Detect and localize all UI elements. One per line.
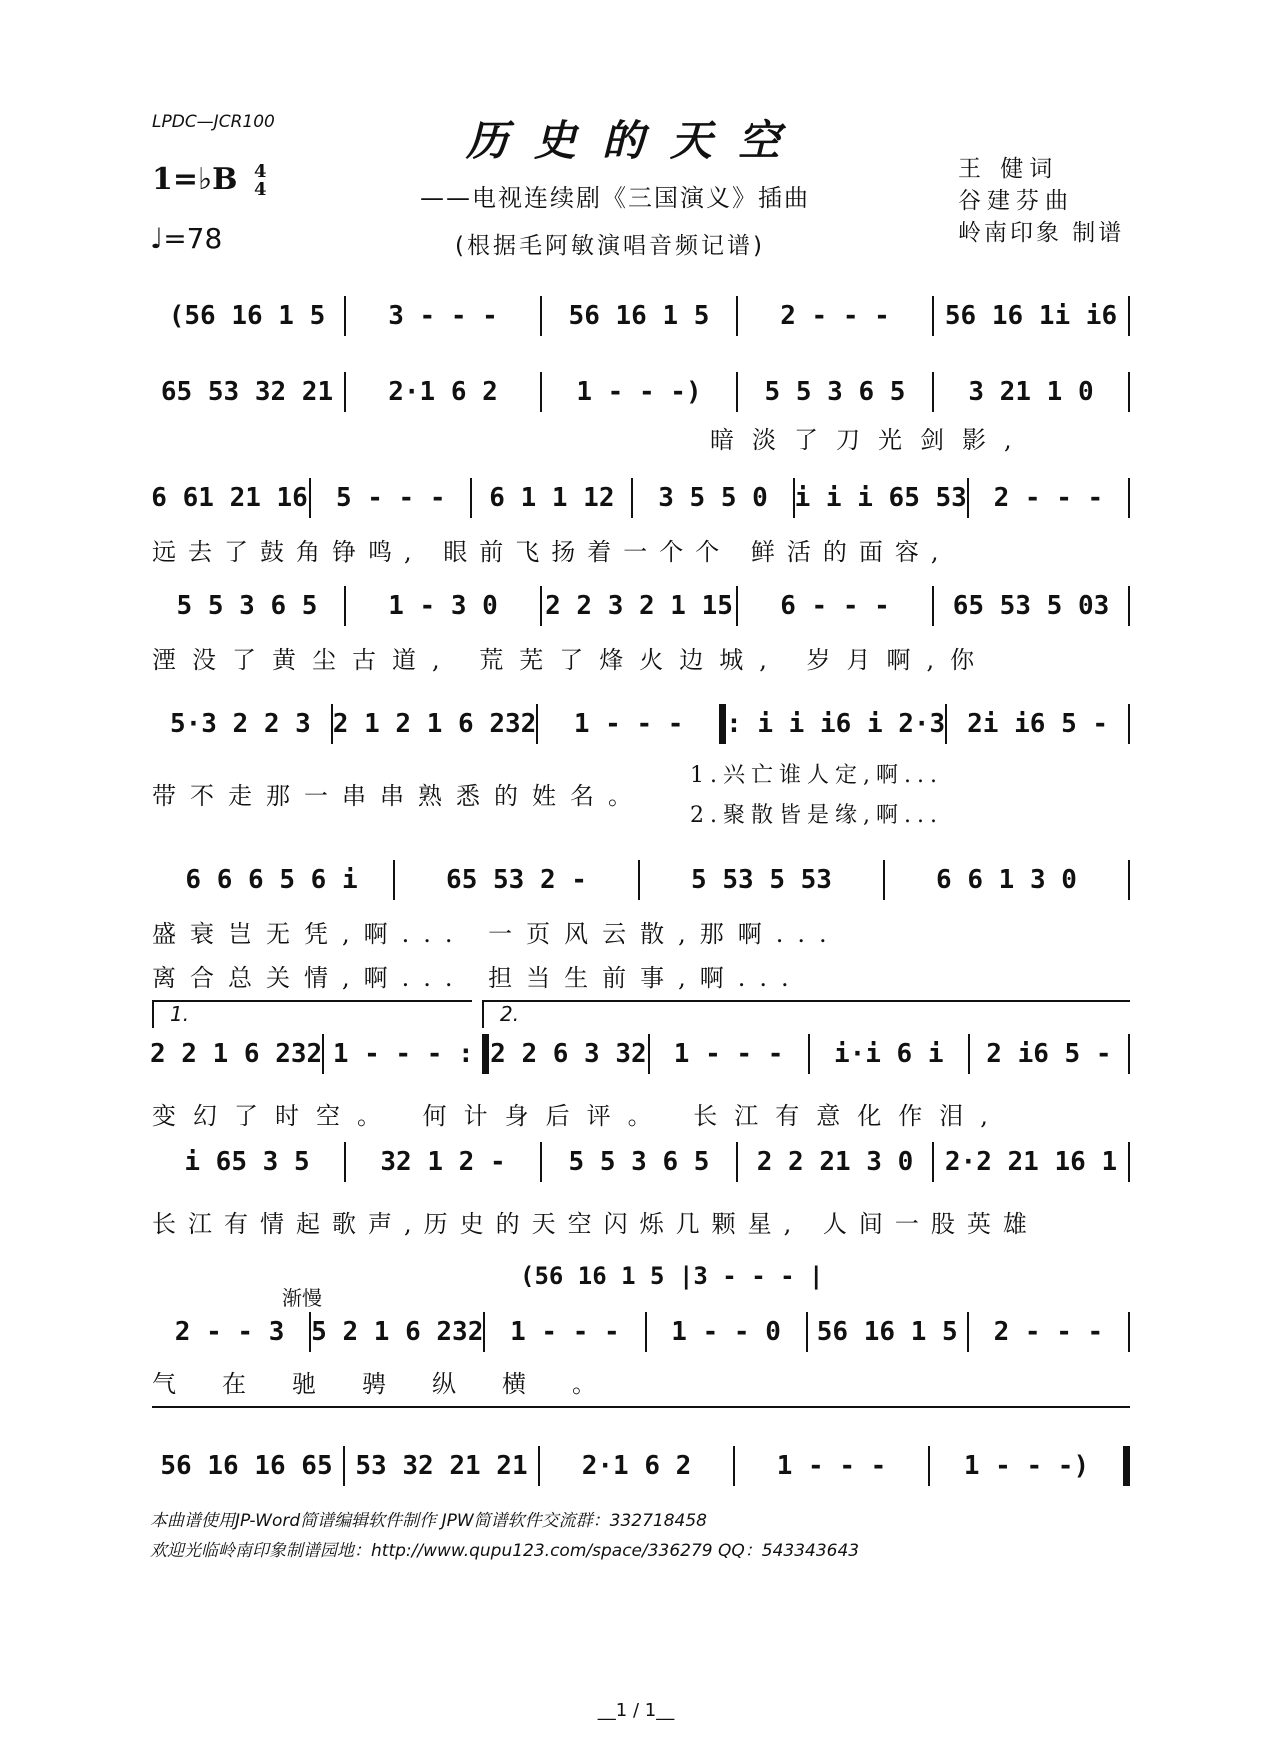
measure: 65 53 32 21	[160, 377, 334, 407]
measure: i·i 6 i	[833, 1039, 944, 1069]
measure: 5 5 3 6 5	[568, 1147, 710, 1177]
measure: i 65 3 5	[184, 1147, 310, 1177]
measure: : i i i6 i 2·3	[726, 709, 946, 739]
barline	[1128, 1034, 1130, 1074]
measure: 2·1 6 2	[388, 377, 498, 407]
measure: 2i i6 5 -	[967, 709, 1109, 739]
measure: 56 16 1i i6	[944, 301, 1118, 331]
score-line-5	[150, 704, 1130, 744]
barline	[1128, 372, 1130, 412]
measure: (56 16 1 5	[168, 301, 326, 331]
score-line-6	[150, 860, 1130, 900]
measure: 3 5 5 0	[658, 483, 768, 513]
lyrics-line-7: 变幻了时空。 何计身后评。 长江有意化作泪,	[152, 1102, 1005, 1130]
lyrics-line-5: 带不走那一串串熟悉的姓名。	[152, 782, 646, 810]
rit-mark: 渐慢	[282, 1286, 322, 1310]
measure: 2 - - -	[780, 301, 890, 331]
measure: i i i 65 53	[794, 483, 967, 513]
score-line-1	[150, 296, 1130, 336]
measure: 2 - - 3	[174, 1317, 285, 1347]
time-signature	[254, 163, 267, 199]
lyrics-line-8: 长江有情起歌声,历史的天空闪烁几颗星, 人间一股英雄	[152, 1210, 1039, 1238]
subtitle: ——电视连续剧《三国演义》插曲	[420, 184, 810, 212]
footer-line-1: 本曲谱使用JP-Word简谱编辑软件制作 JPW简谱软件交流群：332718458	[150, 1511, 707, 1531]
key-label: 1=♭B	[152, 162, 238, 197]
measure: 32 1 2 -	[380, 1147, 506, 1177]
measure: 6 6 1 3 0	[936, 865, 1077, 895]
score-line-7	[150, 1034, 1130, 1074]
repeat-barline	[482, 1034, 489, 1074]
lyrics-verse-2: 2.聚散皆是缘,啊...	[690, 803, 943, 828]
upper-staff: (56 16 1 5 |3 - - - |	[520, 1262, 824, 1290]
measure: 1 - - -	[510, 1317, 620, 1347]
measure: 5·3 2 2 3	[169, 709, 311, 739]
lyrics-line-2: 暗淡了刀光剑影,	[710, 426, 1030, 454]
lyrics-line-9: 气在驰骋纵横。	[152, 1370, 642, 1398]
divider	[152, 1406, 1130, 1408]
measure: 1 - - 0	[671, 1317, 781, 1347]
song-title: 历史的天空	[465, 116, 806, 165]
source-note: (根据毛阿敏演唱音频记谱)	[455, 233, 765, 259]
time-top: 4	[253, 161, 267, 182]
measure: 5 2 1 6 232	[311, 1317, 484, 1347]
measure: 2 i6 5 -	[986, 1039, 1112, 1069]
measure: 1 - - -	[776, 1451, 887, 1481]
measure: 2·2 21 16 1	[944, 1147, 1118, 1177]
composer-credit: 谷建芬曲	[958, 188, 1074, 214]
score-line-2	[150, 372, 1130, 412]
score-line-8	[150, 1142, 1130, 1182]
measure: 1 - - -)	[963, 1451, 1090, 1481]
barline	[1128, 1142, 1130, 1182]
measure: 5 - - -	[335, 483, 446, 513]
footer-line-2: 欢迎光临岭南印象制谱园地：http://www.qupu123.com/space/336279 QQ：543343643	[150, 1541, 860, 1561]
measure: 5 53 5 53	[691, 865, 832, 895]
measure: 1 - 3 0	[388, 591, 498, 621]
score-line-4	[150, 586, 1130, 626]
measure: 56 16 1 5	[568, 301, 710, 331]
measure: 1 - - - :	[332, 1039, 474, 1069]
measure: 2 1 2 1 6 232	[332, 709, 537, 739]
measure: 6 - - -	[780, 591, 890, 621]
measure: 5 5 3 6 5	[764, 377, 906, 407]
measure: 2 2 3 2 1 15	[545, 591, 733, 621]
score-line-9	[150, 1312, 1130, 1352]
measure: 1 - - -)	[576, 377, 702, 407]
measure: 2 2 6 3 32	[490, 1039, 647, 1069]
measure: 65 53 5 03	[952, 591, 1110, 621]
measure: 2 2 1 6 232	[150, 1039, 323, 1069]
barline	[1128, 860, 1130, 900]
arranger-credit: 岭南印象 制谱	[958, 220, 1125, 246]
measure: 3 21 1 0	[968, 377, 1094, 407]
barline	[1128, 1312, 1130, 1352]
key-signature	[152, 162, 267, 199]
repeat-barline	[719, 704, 726, 744]
lyricist-credit: 王 健词	[958, 156, 1059, 182]
volta-1: 1.	[152, 1000, 472, 1028]
score-code: LPDC—JCR100	[152, 112, 275, 132]
measure: 6 61 21 16	[151, 483, 308, 513]
final-barline	[1123, 1446, 1130, 1486]
measure: 56 16 16 65	[160, 1451, 333, 1481]
measure: 6 6 6 5 6 i	[185, 865, 358, 895]
lyrics-line-6b: 离合总关情,啊... 担当生前事,啊...	[152, 964, 803, 992]
measure: 65 53 2 -	[446, 865, 587, 895]
measure: 2 2 21 3 0	[756, 1147, 914, 1177]
time-bottom: 4	[253, 179, 267, 200]
measure: 2 - - -	[993, 1317, 1104, 1347]
volta-2: 2.	[482, 1000, 1130, 1028]
barline	[1128, 478, 1130, 518]
lyrics-line-4: 湮没了黄尘古道, 荒芜了烽火边城, 岁月啊,你	[152, 646, 991, 674]
barline	[1128, 296, 1130, 336]
tempo-mark: ♩=78	[150, 222, 223, 255]
measure: 53 32 21 21	[355, 1451, 528, 1481]
measure: 56 16 1 5	[816, 1317, 958, 1347]
measure: 3 - - -	[388, 301, 498, 331]
measure: 5 5 3 6 5	[176, 591, 318, 621]
measure: 1 - - -	[673, 1039, 784, 1069]
lyrics-line-6a: 盛衰岂无凭,啊... 一页风云散,那啊...	[152, 920, 841, 948]
page-number: __1 / 1__	[597, 1700, 675, 1721]
score-line-3	[150, 478, 1130, 518]
barline	[1128, 704, 1130, 744]
lyrics-line-3: 远去了鼓角铮鸣, 眼前飞扬着一个个 鲜活的面容,	[152, 538, 951, 566]
measure: 6 1 1 12	[489, 483, 615, 513]
score-line-10	[150, 1446, 1130, 1486]
measure: 2·1 6 2	[581, 1451, 692, 1481]
lyrics-verse-1: 1.兴亡谁人定,啊...	[690, 763, 943, 788]
measure: 1 - - -	[573, 709, 684, 739]
barline	[1128, 586, 1130, 626]
measure: 2 - - -	[993, 483, 1104, 513]
